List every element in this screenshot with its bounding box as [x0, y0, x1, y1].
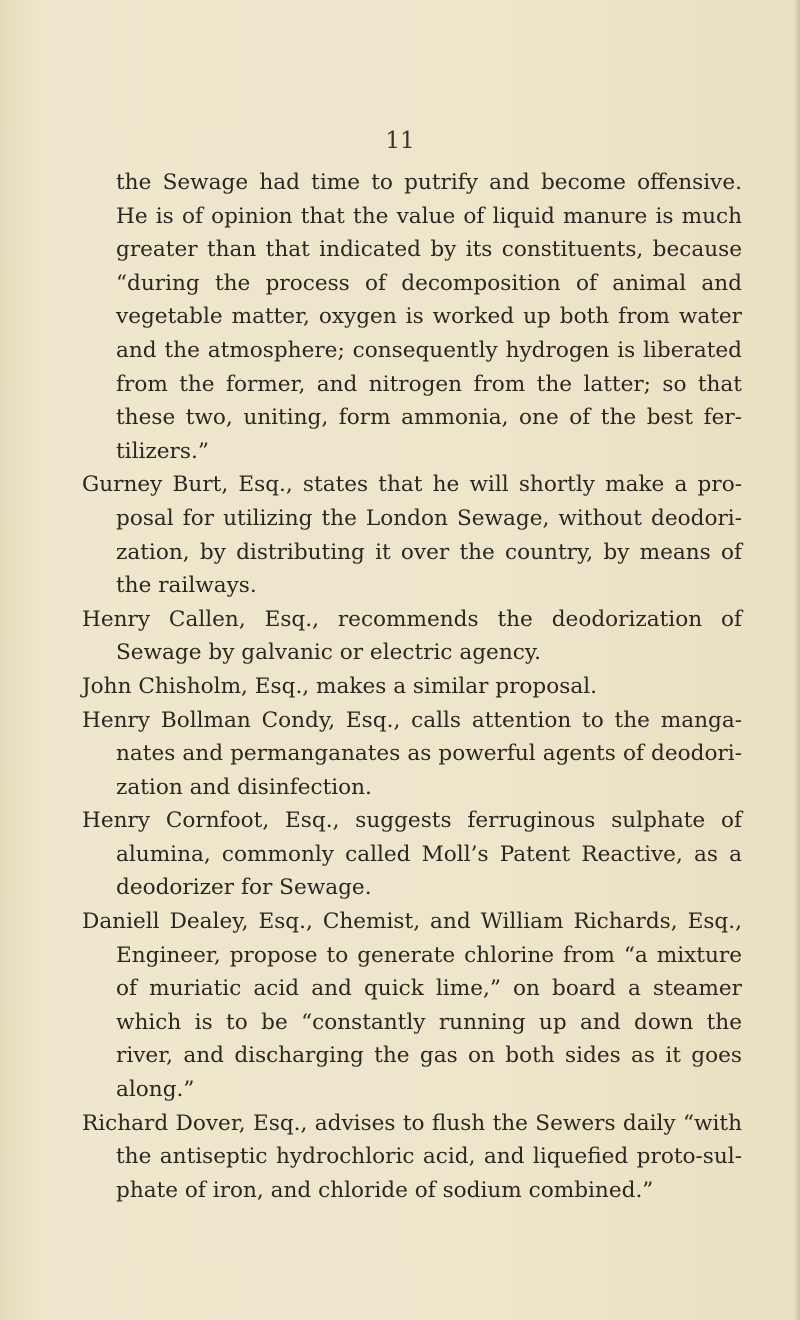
paragraph-john-chisholm: John Chisholm, Esq., makes a similar proposal. — [82, 673, 597, 699]
page-number: 11 — [385, 128, 415, 154]
paragraph-continuation: the Sewage had time to putrify and become offensive. He is of opinion that the value of liquid manure is much greater than that indicated by its constituents, because “during the process of decomposition of animal and vegetable matter, oxygen is worked up both from water and the atmosphere; consequently hydrogen is liberated from the former, and nitrogen from the latter; so that these two, uniting, form ammonia, one of the best fer-tilizers.” — [116, 170, 742, 464]
paragraph-henry-callen: Henry Callen, Esq., recommends the deodorization of Sewage by galvanic or electric agency. — [82, 606, 742, 666]
paragraph-gurney-burt: Gurney Burt, Esq., states that he will shortly make a pro-posal for utilizing the London Sewage, without deodori-zation, by distributing it over the country, by means of the railways. — [82, 472, 742, 599]
paragraph-daniell-dealey: Daniell Dealey, Esq., Chemist, and William Richards, Esq., Engineer, propose to generate chlorine from “a mixture of muriatic acid and quick lime,” on board a steamer which is to be “constantly running up and down the river, and discharging the gas on both sides as it goes along.” — [82, 909, 742, 1103]
paragraph-richard-dover: Richard Dover, Esq., advises to flush the Sewers daily “with the antiseptic hydrochloric acid, and liquefied proto-sul-phate of iron, and chloride of sodium combined.” — [82, 1110, 742, 1203]
paragraph-henry-cornfoot: Henry Cornfoot, Esq., suggests ferruginous sulphate of alumina, commonly called Moll’s Patent Reactive, as a deodorizer for Sewage. — [82, 808, 742, 901]
paragraph-henry-condy: Henry Bollman Condy, Esq., calls attention to the manga-nates and permanganates as powerful agents of deodori-zation and disinfection. — [82, 707, 742, 800]
page-edge-shadow — [794, 0, 800, 1320]
body-text — [82, 166, 742, 1207]
